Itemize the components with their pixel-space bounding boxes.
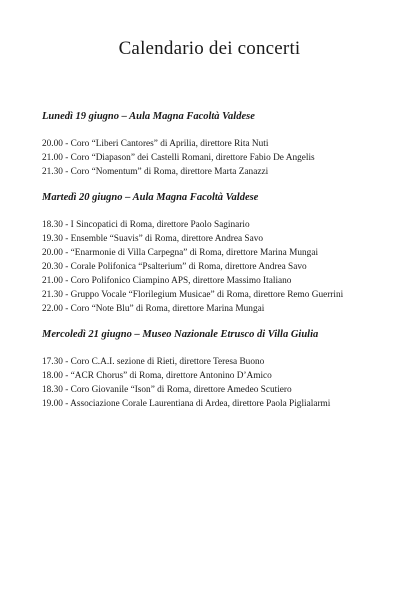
concert-item: 20.30 - Corale Polifonica “Psalterium” di Roma, direttore Andrea Savo [42,262,307,272]
concert-item: 18.00 - “ACR Chorus” di Roma, direttore Antonino D’Amico [42,371,272,381]
day-heading: Mercoledì 21 giugno – Museo Nazionale Etrusco di Villa Giulia [42,329,319,340]
schedule-day-tuesday [42,191,402,316]
concert-list [42,218,402,316]
concert-item: 20.00 - Coro “Liberi Cantores” di Aprilia, direttore Rita Nuti [42,139,269,149]
concert-item: 21.00 - Coro Polifonico Ciampino APS, direttore Massimo Italiano [42,276,292,286]
page-title: Calendario dei concerti [118,38,301,59]
concert-schedule [42,110,402,423]
schedule-day-wednesday [42,328,402,411]
concert-item: 17.30 - Coro C.A.I. sezione di Rieti, direttore Teresa Buono [42,357,265,367]
day-heading: Lunedì 19 giugno – Aula Magna Facoltà Valdese [42,111,255,122]
schedule-day-monday [42,110,402,179]
day-heading: Martedì 20 giugno – Aula Magna Facoltà Valdese [42,192,259,203]
concert-item: 21.30 - Gruppo Vocale “Florilegium Musicae” di Roma, direttore Remo Guerrini [42,290,344,300]
concert-item: 18.30 - Coro Giovanile “Ison” di Roma, direttore Amedeo Scutiero [42,385,292,395]
concert-item: 20.00 - “Enarmonie di Villa Carpegna” di Roma, direttore Marina Mungai [42,248,319,258]
concert-list [42,137,402,179]
concert-item: 19.30 - Ensemble “Suavis” di Roma, direttore Andrea Savo [42,234,264,244]
concert-item: 18.30 - I Sincopatici di Roma, direttore Paolo Saginario [42,220,250,230]
concert-item: 21.30 - Coro “Nomentum” di Roma, direttore Marta Zanazzi [42,167,269,177]
concert-item: 21.00 - Coro “Diapason” dei Castelli Romani, direttore Fabio De Angelis [42,153,315,163]
concert-item: 19.00 - Associazione Corale Laurentiana di Ardea, direttore Paola Piglialarmi [42,399,331,409]
concert-item: 22.00 - Coro “Note Blu” di Roma, direttore Marina Mungai [42,304,265,314]
concert-list [42,355,402,411]
